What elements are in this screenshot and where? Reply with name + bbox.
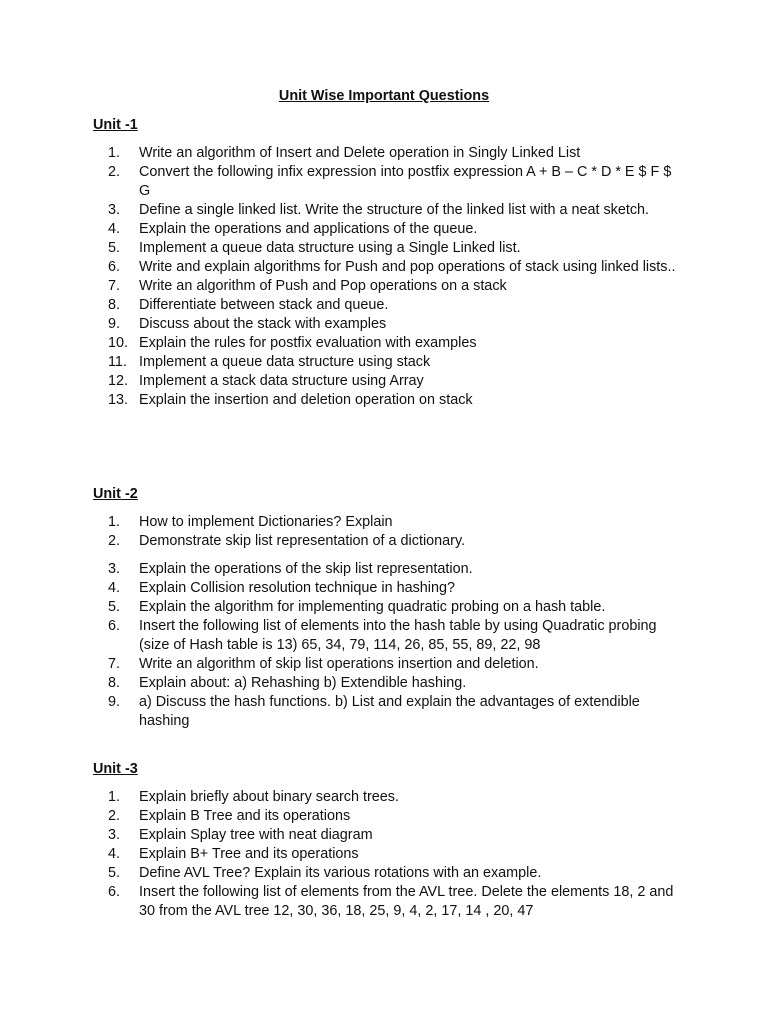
- question-number: 2.: [108, 164, 121, 180]
- list-item: [0, 220, 768, 239]
- list-item: [0, 353, 768, 372]
- list-item: [0, 391, 768, 410]
- question-text: Write an algorithm of skip list operations insertion and deletion.: [139, 656, 539, 672]
- question-number: 4.: [108, 580, 121, 596]
- question-number: 7.: [108, 278, 121, 294]
- question-number: 3.: [108, 561, 121, 577]
- question-number: 9.: [108, 694, 121, 710]
- question-text: Convert the following infix expression into postfix expression A + B – C * D * E $ F $ G: [139, 164, 672, 199]
- list-item: [0, 864, 768, 883]
- question-number: 4.: [108, 846, 121, 862]
- list-item: [0, 144, 768, 163]
- question-text: How to implement Dictionaries? Explain: [139, 514, 393, 530]
- question-text: Insert the following list of elements into the hash table by using Quadratic probing (size of Hash table is 13) 65, 34, 79, 114, 26, 85, 55, 89, 22, 98: [139, 618, 657, 653]
- list-item: [0, 693, 768, 731]
- question-text: a) Discuss the hash functions. b) List and explain the advantages of extendible hashing: [139, 694, 640, 729]
- question-number: 1.: [108, 789, 121, 805]
- list-item: [0, 296, 768, 315]
- question-number: 4.: [108, 221, 121, 237]
- list-item: [0, 315, 768, 334]
- question-number: 3.: [108, 202, 121, 218]
- list-item: [0, 258, 768, 277]
- question-text: Implement a queue data structure using stack: [139, 354, 431, 370]
- list-item: [0, 532, 768, 551]
- question-text: Differentiate between stack and queue.: [139, 297, 389, 313]
- question-number: 13.: [108, 392, 129, 408]
- question-text: Write an algorithm of Insert and Delete operation in Singly Linked List: [139, 145, 581, 161]
- question-number: 8.: [108, 675, 121, 691]
- unit-1-question-list: [0, 144, 768, 410]
- unit-1-heading: Unit -1: [93, 117, 138, 133]
- question-number: 6.: [108, 618, 121, 634]
- question-text: Write and explain algorithms for Push and pop operations of stack using linked lists..: [139, 259, 676, 275]
- unit-3-question-list: [0, 788, 768, 921]
- question-number: 12.: [108, 373, 129, 389]
- list-item: [0, 883, 768, 921]
- question-number: 8.: [108, 297, 121, 313]
- question-number: 5.: [108, 865, 121, 881]
- question-number: 11.: [108, 354, 127, 370]
- question-number: 10.: [108, 335, 129, 351]
- question-text: Define AVL Tree? Explain its various rotations with an example.: [139, 865, 542, 881]
- unit-2-question-list: [0, 513, 768, 731]
- list-item: [0, 579, 768, 598]
- list-item: [0, 163, 768, 201]
- question-text: Explain briefly about binary search trees.: [139, 789, 399, 805]
- question-text: Demonstrate skip list representation of a dictionary.: [139, 533, 466, 549]
- question-text: Implement a queue data structure using a Single Linked list.: [139, 240, 521, 256]
- page-title: Unit Wise Important Questions: [278, 88, 490, 104]
- list-item: [0, 826, 768, 845]
- list-item: [0, 334, 768, 353]
- question-text: Explain the operations of the skip list representation.: [139, 561, 473, 577]
- question-text: Explain the rules for postfix evaluation with examples: [139, 335, 477, 351]
- question-number: 1.: [108, 145, 121, 161]
- question-text: Explain the insertion and deletion operation on stack: [139, 392, 473, 408]
- question-text: Explain Collision resolution technique in hashing?: [139, 580, 455, 596]
- list-item: [0, 372, 768, 391]
- question-number: 5.: [108, 240, 121, 256]
- question-number: 3.: [108, 827, 121, 843]
- question-text: Discuss about the stack with examples: [139, 316, 387, 332]
- question-text: Explain B Tree and its operations: [139, 808, 351, 824]
- question-text: Explain Splay tree with neat diagram: [139, 827, 373, 843]
- question-text: Insert the following list of elements from the AVL tree. Delete the elements 18, 2 and 30 from the AVL tree 12, 30, 36, 18, 25, 9, 4, 2, 17, 14 , 20, 47: [139, 884, 674, 919]
- question-number: 6.: [108, 259, 121, 275]
- list-item: [0, 617, 768, 655]
- list-item: [0, 807, 768, 826]
- list-item: [0, 513, 768, 532]
- question-text: Explain the operations and applications of the queue.: [139, 221, 478, 237]
- list-item: [0, 277, 768, 296]
- list-item: [0, 201, 768, 220]
- list-item: [0, 598, 768, 617]
- list-item: [0, 239, 768, 258]
- question-number: 7.: [108, 656, 121, 672]
- question-number: 1.: [108, 514, 121, 530]
- question-number: 2.: [108, 808, 121, 824]
- list-item: [0, 560, 768, 579]
- list-item: [0, 655, 768, 674]
- question-text: Implement a stack data structure using Array: [139, 373, 424, 389]
- question-number: 2.: [108, 533, 121, 549]
- unit-3-heading: Unit -3: [93, 761, 138, 777]
- question-text: Define a single linked list. Write the structure of the linked list with a neat sketch.: [139, 202, 650, 218]
- question-number: 6.: [108, 884, 121, 900]
- list-item: [0, 788, 768, 807]
- unit-2-heading: Unit -2: [93, 486, 138, 502]
- question-text: Explain about: a) Rehashing b) Extendible hashing.: [139, 675, 467, 691]
- list-item: [0, 845, 768, 864]
- list-item: [0, 674, 768, 693]
- question-text: Write an algorithm of Push and Pop operations on a stack: [139, 278, 507, 294]
- question-text: Explain the algorithm for implementing quadratic probing on a hash table.: [139, 599, 606, 615]
- question-number: 9.: [108, 316, 121, 332]
- question-text: Explain B+ Tree and its operations: [139, 846, 359, 862]
- question-number: 5.: [108, 599, 121, 615]
